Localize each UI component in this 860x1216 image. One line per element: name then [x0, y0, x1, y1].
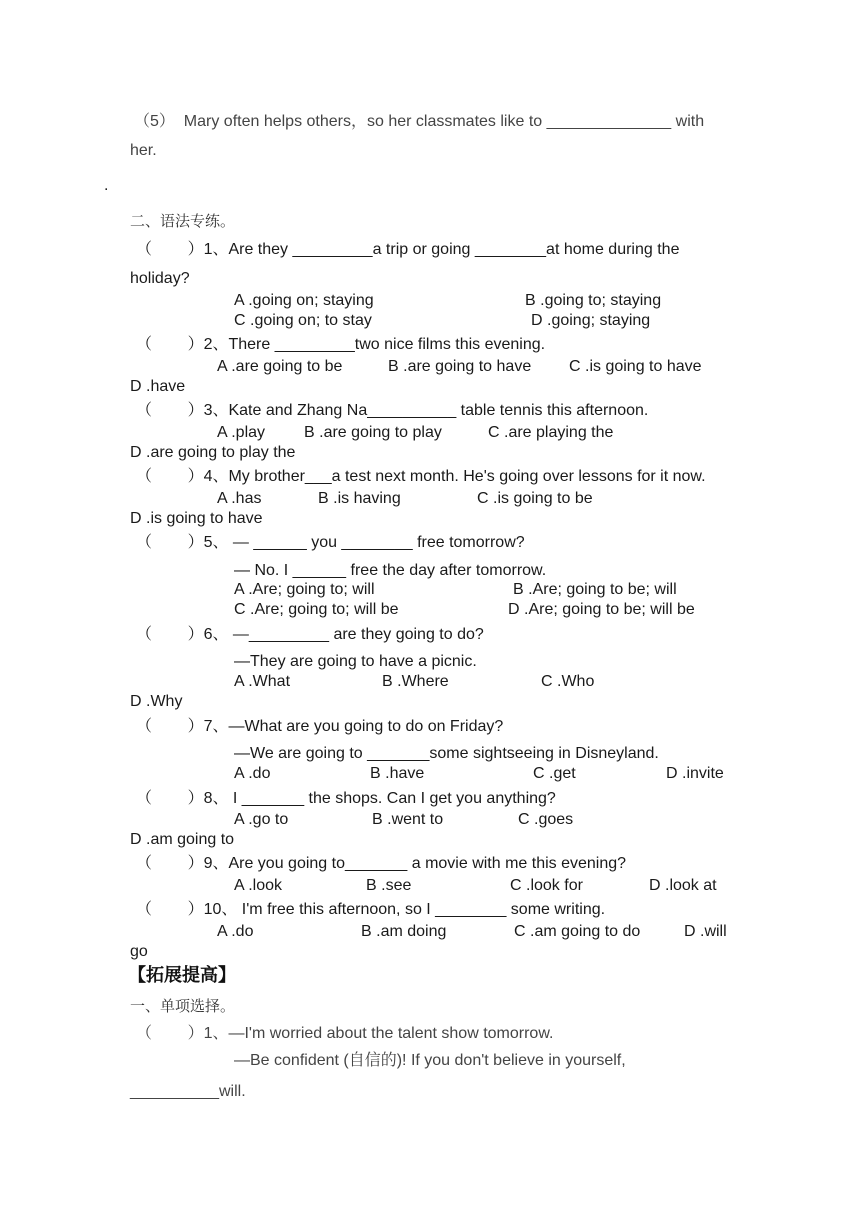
s2-q2-opt-d: D .have — [130, 378, 186, 395]
s2-q6-opt-b: B .Where — [382, 673, 449, 690]
s2-q9-opt-c: C .look for — [510, 877, 583, 894]
s2-q1-stem: （ ）1、Are they _________a trip or going ________at home during the — [136, 241, 680, 258]
s2-q9-opt-a: A .look — [234, 877, 283, 894]
extend-q1-stem: （ ）1、—I'm worried about the talent show tomorrow. — [136, 1025, 554, 1042]
s2-q7-opt-a: A .do — [234, 765, 271, 782]
s2-q1-opt-d: D .going; staying — [531, 312, 651, 329]
s2-q10-opt-a: A .do — [217, 923, 254, 940]
extend-subtitle: 一、单项选择。 — [130, 997, 236, 1015]
s2-q2-opt-b: B .are going to have — [388, 358, 532, 375]
s2-q5-stem: （ ）5、 — ______ you ________ free tomorrow? — [136, 534, 525, 551]
s2-q2-opt-a: A .are going to be — [217, 358, 343, 375]
s2-q6-stem2: —They are going to have a picnic. — [234, 653, 477, 670]
s2-q1-opt-a: A .going on; staying — [234, 292, 374, 309]
s2-q2-opt-c: C .is going to have — [569, 358, 702, 375]
s2-q6-stem: （ ）6、 —_________ are they going to do? — [136, 626, 484, 643]
s2-q7-opt-d: D .invite — [666, 765, 724, 782]
s2-q10-opt-c: C .am going to do — [514, 923, 641, 940]
section2-title: 二、语法专练。 — [130, 212, 236, 230]
s2-q7-stem: （ ）7、—What are you going to do on Friday? — [136, 718, 504, 735]
s2-q2-stem: （ ）2、There _________two nice films this evening. — [136, 336, 546, 353]
s2-q9-opt-d: D .look at — [649, 877, 717, 894]
extend-title: 【拓展提高】 — [128, 965, 236, 986]
s2-q3-opt-a: A .play — [217, 424, 266, 441]
s2-q1-opt-b: B .going to; staying — [525, 292, 662, 309]
s2-q6-opt-a: A .What — [234, 673, 291, 690]
s2-q10-opt-d-cont: go — [130, 943, 148, 960]
s2-q5-opt-d: D .Are; going to be; will be — [508, 601, 695, 618]
s2-q5-opt-b: B .Are; going to be; will — [513, 581, 677, 598]
s2-q9-opt-b: B .see — [366, 877, 412, 894]
s2-q7-opt-c: C .get — [533, 765, 576, 782]
s2-q3-stem: （ ）3、Kate and Zhang Na__________ table tennis this afternoon. — [136, 402, 649, 419]
s2-q8-opt-a: A .go to — [234, 811, 289, 828]
extend-q1-stem3: __________will. — [130, 1083, 246, 1100]
s2-q8-opt-c: C .goes — [518, 811, 574, 828]
s2-q3-opt-d: D .are going to play the — [130, 444, 296, 461]
s2-q3-opt-b: B .are going to play — [304, 424, 442, 441]
s2-q5-opt-c: C .Are; going to; will be — [234, 601, 399, 618]
s2-q5-stem2: — No. I ______ free the day after tomorrow. — [234, 562, 547, 579]
q5-line1: （5） Mary often helps others，so her classmates like to ______________ with — [134, 113, 705, 130]
s2-q3-opt-c: C .are playing the — [488, 424, 614, 441]
s2-q10-stem: （ ）10、 I'm free this afternoon, so I ________ some writing. — [136, 901, 606, 918]
s2-q10-opt-b: B .am doing — [361, 923, 447, 940]
s2-q4-opt-d: D .is going to have — [130, 510, 263, 527]
s2-q4-opt-a: A .has — [217, 490, 262, 507]
s2-q4-opt-b: B .is having — [318, 490, 401, 507]
s2-q8-stem: （ ）8、 I _______ the shops. Can I get you anything? — [136, 790, 556, 807]
q5-line2: her. — [130, 142, 157, 159]
stray-dot: . — [104, 177, 109, 194]
extend-q1-stem2: —Be confident (自信的)! If you don't believe in yourself, — [234, 1052, 626, 1069]
s2-q10-opt-d: D .will — [684, 923, 727, 940]
s2-q4-opt-c: C .is going to be — [477, 490, 593, 507]
s2-q7-stem2: —We are going to _______some sightseeing in Disneyland. — [234, 745, 659, 762]
s2-q6-opt-d: D .Why — [130, 693, 183, 710]
s2-q7-opt-b: B .have — [370, 765, 425, 782]
s2-q9-stem: （ ）9、Are you going to_______ a movie with me this evening? — [136, 855, 627, 872]
s2-q4-stem: （ ）4、My brother___a test next month. He's going over lessons for it now. — [136, 468, 706, 485]
s2-q1-opt-c: C .going on; to stay — [234, 312, 372, 329]
s2-q8-opt-d: D .am going to — [130, 831, 235, 848]
s2-q5-opt-a: A .Are; going to; will — [234, 581, 375, 598]
s2-q6-opt-c: C .Who — [541, 673, 595, 690]
s2-q1-stem2: holiday? — [130, 270, 190, 287]
s2-q8-opt-b: B .went to — [372, 811, 444, 828]
